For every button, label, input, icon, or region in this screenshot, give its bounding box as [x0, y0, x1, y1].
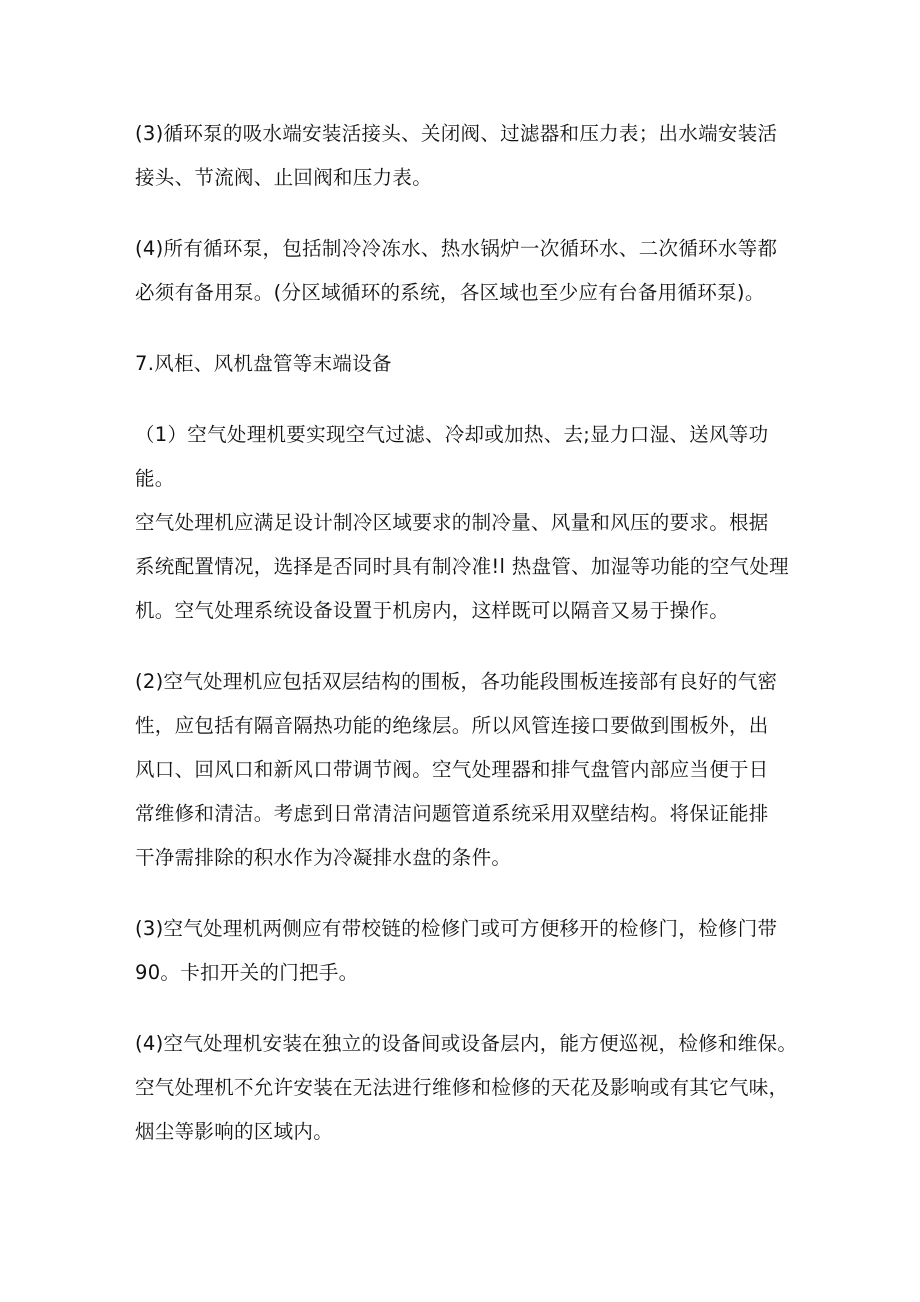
text-line: (3)空气处理机两侧应有带校链的检修门或可方便移开的检修门，检修门带 — [135, 917, 778, 940]
paragraph-standby-pump — [135, 227, 805, 315]
text-line: (3)循环泵的吸水端安装活接头、关闭阀、过滤器和压力表；出水端安装活 — [135, 122, 778, 145]
section-title: 7.风柜、风机盘管等末端设备 — [135, 352, 392, 375]
text-line: 必须有备用泵。(分区域循环的系统，各区域也至少应有台备用循环泵)。 — [135, 281, 765, 304]
text-line: 空气处理机应满足设计制冷区域要求的制冷量、风量和风压的要求。根据 — [135, 511, 769, 534]
text-line: 性，应包括有隔音隔热功能的绝缘层。所以风管连接口要做到围板外，出 — [135, 714, 769, 737]
text-line: 风口、回风口和新风口带调节阀。空气处理器和排气盘管内部应当便于日 — [135, 758, 769, 781]
text-line: (4)所有循环泵，包括制冷冷冻水、热水锅炉一次循环水、二次循环水等都 — [135, 237, 778, 260]
text-line: 空气处理机不允许安装在无法进行维修和检修的天花及影响或有其它气味， — [135, 1076, 789, 1099]
text-line: 90。卡扣开关的门把手。 — [135, 961, 359, 984]
text-line: (2)空气处理机应包括双层结构的围板，各功能段围板连接部有良好的气密 — [135, 670, 778, 693]
section-heading — [135, 342, 805, 386]
text-line: 干净需排除的积水作为冷凝排水盘的条件。 — [135, 846, 512, 869]
text-line: 机。空气处理系统设备设置于机房内，这样既可以隔音又易于操作。 — [135, 599, 730, 622]
document-body — [135, 112, 805, 1181]
text-line: 系统配置情况，选择是否同时具有制冷准!l 热盘管、加湿等功能的空气处理 — [135, 555, 789, 578]
text-line: （1）空气处理机要实现空气过滤、冷却或加热、去;显力口湿、送风等功能。 — [135, 423, 769, 490]
text-line: 接头、节流阀、止回阀和压力表。 — [135, 166, 433, 189]
paragraph-pump-install — [135, 112, 805, 200]
text-line: (4)空气处理机安装在独立的设备间或设备层内，能方便巡视，检修和维保。 — [135, 1032, 798, 1055]
text-line: 常维修和清洁。考虑到日常清洁问题管道系统采用双壁结构。将保证能排 — [135, 802, 769, 825]
paragraph-air-handler-structure — [135, 660, 805, 880]
paragraph-installation-location — [135, 1022, 805, 1154]
text-line: 烟尘等影响的区域内。 — [135, 1120, 334, 1143]
paragraph-air-handler-functions — [135, 413, 805, 633]
paragraph-access-doors — [135, 907, 805, 995]
